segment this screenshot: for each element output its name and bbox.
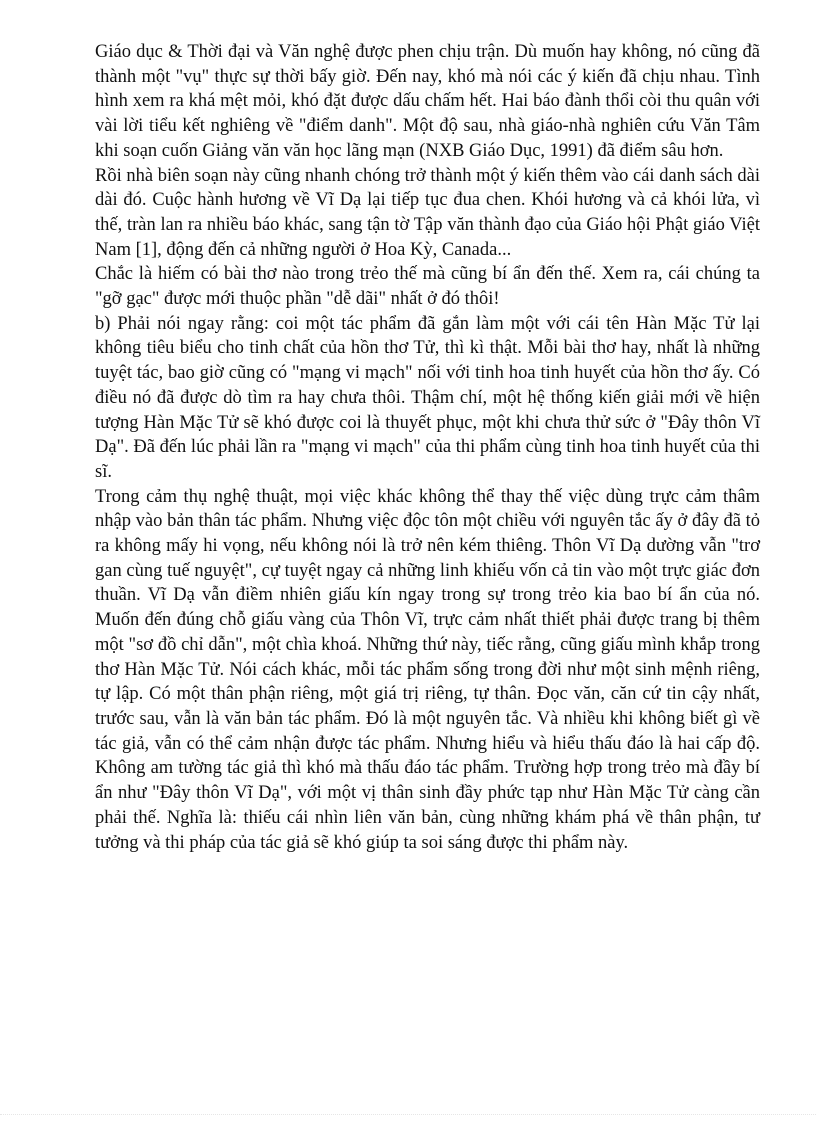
paragraph-giao-duc: Giáo dục & Thời đại và Văn nghệ được phen chịu trận. Dù muốn hay không, nó cũng đã thành một "vụ" thực sự thời bấy giờ. Đến nay, khó mà nói các ý kiến đã chịu nhau. Tình hình xem ra khá mệt mỏi, khó đặt được dấu chấm hết. Hai báo đành thổi còi thu quân với vài lời tiểu kết nghiêng về "điểm danh". Một độ sau, nhà giáo-nhà nghiên cứu Văn Tâm khi soạn cuốn Giảng văn văn học lãng mạn (NXB Giáo Dục, 1991) đã điểm sâu hơn. [95,42,760,161]
paragraph-trong-cam-thu: Trong cảm thụ nghệ thuật, mọi việc khác không thể thay thế việc dùng trực cảm thâm nhập vào bản thân tác phẩm. Nhưng việc độc tôn một chiều với nguyên tắc ấy ở đây đã tỏ ra không mấy hi vọng, nếu không nói là trở nên kém thiêng. Thôn Vĩ Dạ dường vẫn "trơ gan cùng tuế nguyệt", cự tuyệt ngay cả những linh khiếu vốn cả tin vào một trực giác đơn thuần. Vĩ Dạ vẫn điềm nhiên giấu kín ngay trong sự trong trẻo kia bao bí ẩn của nó. Muốn đến đúng chỗ giấu vàng của Thôn Vĩ, trực cảm nhất thiết phải được trang bị thêm một "sơ đồ chỉ dẫn", một chìa khoá. Những thứ này, tiếc rằng, cũng giấu mình khắp trong thơ Hàn Mặc Tử. Nói cách khác, mỗi tác phẩm sống trong đời như một sinh mệnh riêng, tự lập. Có một thân phận riêng, một giá trị riêng, tự thân. Đọc văn, căn cứ tin cậy nhất, trước sau, vẫn là văn bản tác phẩm. Đó là một nguyên tắc. Và nhiều khi không biết gì về tác giả, vẫn có thể cảm nhận được tác phẩm. Nhưng hiểu và hiểu thấu đáo là hai cấp độ. Không am tường tác giả thì khó mà thấu đáo tác phẩm. Trường hợp trong trẻo mà đầy bí ẩn như "Đây thôn Vĩ Dạ", với một vị thân sinh đầy phức tạp như Hàn Mặc Tử càng cần phải thế. Nghĩa là: thiếu cái nhìn liên văn bản, cùng những khám phá về thân phận, tư tưởng và thi pháp của tác giả sẽ khó giúp ta soi sáng được thi phẩm này. [95,486,760,853]
paragraph-chac-la-hiem: Chắc là hiếm có bài thơ nào trong trẻo thế mà cũng bí ẩn đến thế. Xem ra, cái chúng ta "gỡ gạc" được mới thuộc phần "dễ dãi" nhất ở đó thôi! [95,264,760,310]
paragraph-roi-nha-bien-soan: Rồi nhà biên soạn này cũng nhanh chóng trở thành một ý kiến thêm vào cái danh sách dài dài đó. Cuộc hành hương về Vĩ Dạ lại tiếp tục đua chen. Khói hương và cả khói lửa, vì thế, tràn lan ra nhiều báo khác, sang tận tờ Tập văn thành đạo của Giáo hội Phật giáo Việt Nam [1], động đến cả những người ở Hoa Kỳ, Canada... [95,165,760,260]
paragraph-b-phai-noi-ngay: b) Phải nói ngay rằng: coi một tác phẩm đã gắn làm một với cái tên Hàn Mặc Tử lại không tiêu biểu cho tinh chất của hồn thơ Tử, thì kì thật. Mỗi bài thơ hay, nhất là những tuyệt tác, bao giờ cũng có "mạng vi mạch" nối với tinh hoa tinh huyết của hồn thơ ấy. Có điều nó đã được dò tìm ra hay chưa thôi. Thậm chí, một hệ thống kiến giải mới về hiện tượng Hàn Mặc Tử sẽ khó được coi là thuyết phục, một khi chưa thử sức ở "Đây thôn Vĩ Dạ". Đã đến lúc phải lần ra "mạng vi mạch" của thi phẩm cùng tinh hoa tinh huyết của thi sĩ. [95,313,760,482]
page-bottom-edge [0,1114,816,1123]
document-page [95,40,760,855]
